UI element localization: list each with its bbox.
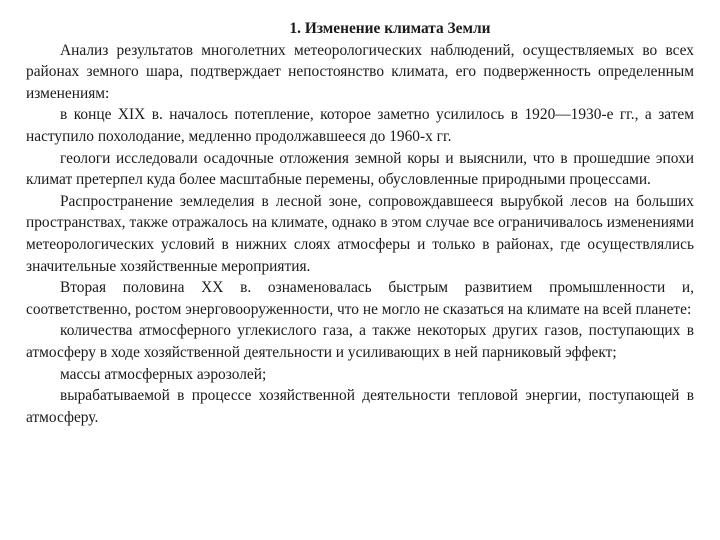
paragraph-climate-analysis: Анализ результатов многолетних метеорологических наблюдений, осуществляемых во всех районах земного шара, подтверждает непостоянство климата, его подверженность определенным изменениям: — [26, 41, 694, 102]
paragraph-thermal-energy: вырабатываемой в процессе хозяйственной деятельности тепловой энергии, поступающей в атмосферу. — [26, 387, 694, 426]
paragraph-geologists: геологи исследовали осадочные отложения земной коры и выяснили, что в прошедшие эпохи климат претерпел куда более масштабные перемены, обусловленные природными процессами. — [26, 149, 694, 189]
paragraph-19th-century-warming: в конце XIX в. началось потепление, которое заметно усилилось в 1920—1930-е гг., а затем наступило похолодание, медленно продолжавшееся до 1960-х гг. — [26, 106, 694, 145]
paragraph-second-half-20th: Вторая половина XX в. ознаменовалась быстрым развитием промышленности и, соответственно, ростом энерговооруженности, что не могло не сказаться на климате на всей планете: — [26, 279, 694, 318]
document-title: 1. Изменение климата Земли — [289, 20, 491, 37]
paragraph-aerosols: массы атмосферных аэрозолей; — [60, 365, 267, 383]
paragraph-agriculture: Распространение земледелия в лесной зоне, сопровождавшееся вырубкой лесов на больших пространствах, также отражалось на климате, однако в этом случае все ограничивалось изменениями метеорологических условий в нижних слоях атмосферы и только в районах, где осуществлялись значительные хозяйственные мероприятия. — [26, 192, 694, 275]
paragraph-co2: количества атмосферного углекислого газа, а также некоторых других газов, поступающих в атмосферу в ходе хозяйственной деятельности и усиливающих в ней парниковый эффект; — [26, 322, 694, 361]
